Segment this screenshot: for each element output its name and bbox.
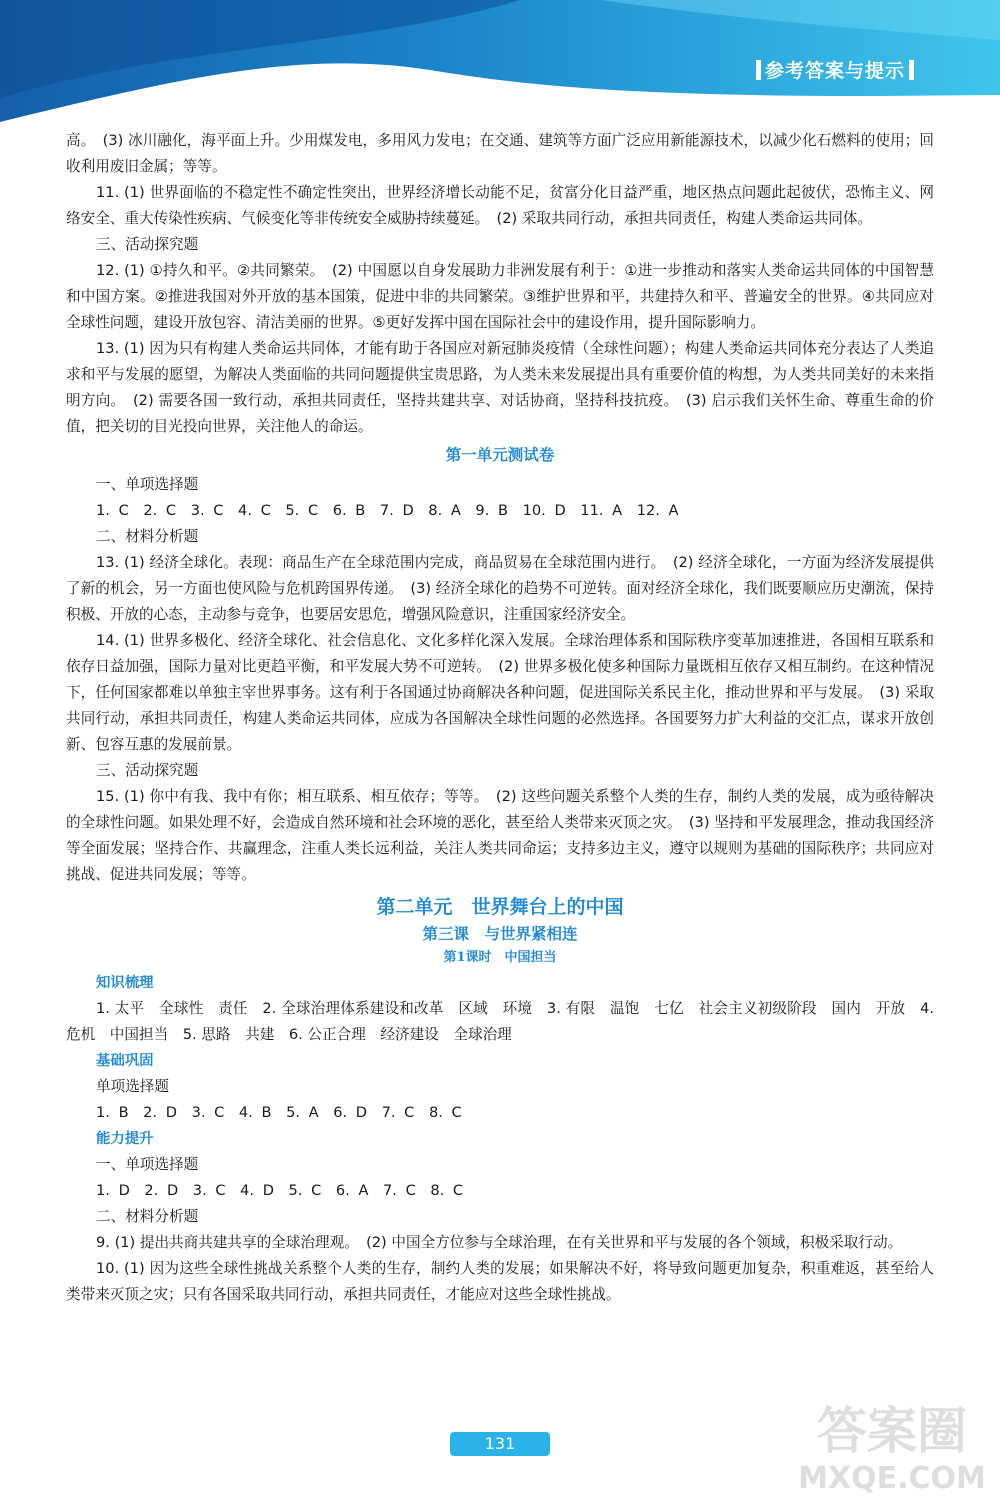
period-title: 第1课时 中国担当 bbox=[443, 950, 557, 965]
question-type-heading: 一、单项选择题 bbox=[96, 1156, 199, 1173]
answer-paragraph: 13. (1) 经济全球化。表现：商品生产在全球范围内完成，商品贸易在全球范围内进行。 (2) 经济全球化，一方面为经济发展提供了新的机会，另一方面也使风险与危机跨国界传递。 (3) 经济全球化的趋势不可逆转。面对经济全球化，我们既要顺应历史潮流，保持积极、开放的心态，主动参与竞争，也要居安思危，增强风险意识，注重国家经济安全。 bbox=[66, 554, 934, 623]
answer-paragraph: 9. (1) 提出共商共建共享的全球治理观。 (2) 中国全方位参与全球治理，在有关世界和平与发展的各个领域，积极采取行动。 bbox=[96, 1234, 903, 1251]
question-type-heading: 二、材料分析题 bbox=[96, 1208, 199, 1225]
question-type-heading: 三、活动探究题 bbox=[96, 236, 199, 253]
answer-paragraph: 13. (1) 因为只有构建人类命运共同体，才能有助于各国应对新冠肺炎疫情（全球性问题）；构建人类命运共同体充分表达了人类追求和平与发展的愿望，为解决人类面临的共同问题提供宝贵思路，为人类未来发展提出具有重要价值的构想，为人类共同美好的未来指明方向。 (2) 需要各国一致行动，承担共同责任，坚持共建共享、对话协商，坚持科技抗疫。 (3) 启示我们关怀生命、尊重生命的价值，把关切的目光投向世界，关注他人的命运。 bbox=[66, 340, 934, 435]
choice-answers: 1. B 2. D 3. C 4. B 5. A 6. D 7. C 8. C bbox=[96, 1104, 462, 1121]
answer-paragraph: 11. (1) 世界面临的不稳定性不确定性突出，世界经济增长动能不足，贫富分化日益严重，地区热点问题此起彼伏，恐怖主义、网络安全、重大传染性疾病、气候变化等非传统安全威胁持续蔓延。 (2) 采取共同行动，承担共同责任，构建人类命运共同体。 bbox=[66, 184, 934, 227]
page-number: 131 bbox=[450, 1432, 550, 1456]
header-banner bbox=[0, 0, 1000, 125]
answer-paragraph: 10. (1) 因为这些全球性挑战关系整个人类的生存，制约人类的发展；如果解决不好，将导致问题更加复杂，积重难返，甚至给人类带来灭顶之灾；只有各国采取共同行动，承担共同责任，才能应对这些全球性挑战。 bbox=[66, 1260, 934, 1303]
answer-paragraph: 15. (1) 你中有我、我中有你；相互联系、相互依存；等等。 (2) 这些问题关系整个人类的生存，制约人类的发展，成为亟待解决的全球性问题。如果处理不好，会造成自然环境和社会环境的恶化，甚至给人类带来灭顶之灾。 (3) 坚持和平发展理念，推动我国经济等全面发展；坚持合作、共赢理念，注重人类长远利益，关注人类共同命运；支持多边主义，遵守以规则为基础的国际秩序；共同应对挑战、促进共同发展；等等。 bbox=[66, 788, 934, 883]
unit-title: 第二单元 世界舞台上的中国 bbox=[376, 896, 624, 918]
knowledge-answers: 1. 太平 全球性 责任 2. 全球治理体系建设和改革 区域 环境 3. 有限 温饱 七亿 社会主义初级阶段 国内 开放 4. 危机 中国担当 5. 思路 共建 6. 公正合理 经济建设 全球治理 bbox=[66, 1000, 934, 1043]
choice-answers: 1. D 2. D 3. C 4. D 5. C 6. A 7. C 8. C bbox=[96, 1182, 464, 1199]
question-type-heading: 一、单项选择题 bbox=[96, 476, 199, 493]
question-type-heading: 二、材料分析题 bbox=[96, 528, 199, 545]
page-content bbox=[66, 128, 934, 1308]
header-text: 参考答案与提示 bbox=[764, 60, 905, 82]
lesson-title: 第三课 与世界紧相连 bbox=[422, 925, 578, 943]
header-bar-right bbox=[909, 60, 914, 80]
question-type-heading: 单项选择题 bbox=[96, 1078, 169, 1095]
section-knowledge-heading: 知识梳理 bbox=[96, 975, 154, 991]
watermark-logo bbox=[790, 1390, 995, 1500]
unit-test-title: 第一单元测试卷 bbox=[445, 446, 555, 464]
header-bar-left bbox=[756, 60, 761, 80]
watermark-text-url: MXQE.COM bbox=[798, 1461, 986, 1496]
question-type-heading: 三、活动探究题 bbox=[96, 762, 199, 779]
watermark-text-cn: 答案圈 bbox=[817, 1402, 967, 1460]
answer-paragraph: 12. (1) ①持久和平。②共同繁荣。 (2) 中国愿以自身发展助力非洲发展有利于：①进一步推动和落实人类命运共同体的中国智慧和中国方案。②推进我国对外开放的基本国策，促进中非的共同繁荣。③维护世界和平，共建持久和平、普遍安全的世界。④共同应对全球性问题，建设开放包容、清洁美丽的世界。⑤更好发挥中国在国际社会中的建设作用，提升国际影响力。 bbox=[66, 262, 934, 331]
section-header-label bbox=[752, 56, 918, 83]
answer-paragraph: 高。 (3) 冰川融化，海平面上升。少用煤发电，多用风力发电；在交通、建筑等方面广泛应用新能源技术，以减少化石燃料的使用；回收利用废旧金属；等等。 bbox=[66, 132, 934, 175]
answer-paragraph: 14. (1) 世界多极化、经济全球化、社会信息化、文化多样化深入发展。全球治理体系和国际秩序变革加速推进，各国相互联系和依存日益加强，国际力量对比更趋平衡，和平发展大势不可逆转。 (2) 世界多极化使多种国际力量既相互依存又相互制约。在这种情况下，任何国家都难以单独主宰世界事务。这有利于各国通过协商解决各种问题，促进国际关系民主化，推动世界和平与发展。 (3) 采取共同行动，承担共同责任，构建人类命运共同体，应成为各国解决全球性问题的必然选择。各国要努力扩大利益的交汇点，谋求开放创新、包容互惠的发展前景。 bbox=[66, 632, 934, 753]
section-basic-heading: 基础巩固 bbox=[96, 1053, 154, 1069]
section-ability-heading: 能力提升 bbox=[96, 1131, 154, 1147]
choice-answers: 1. C 2. C 3. C 4. C 5. C 6. B 7. D 8. A 9. B 10. D 11. A 12. A bbox=[96, 502, 679, 519]
